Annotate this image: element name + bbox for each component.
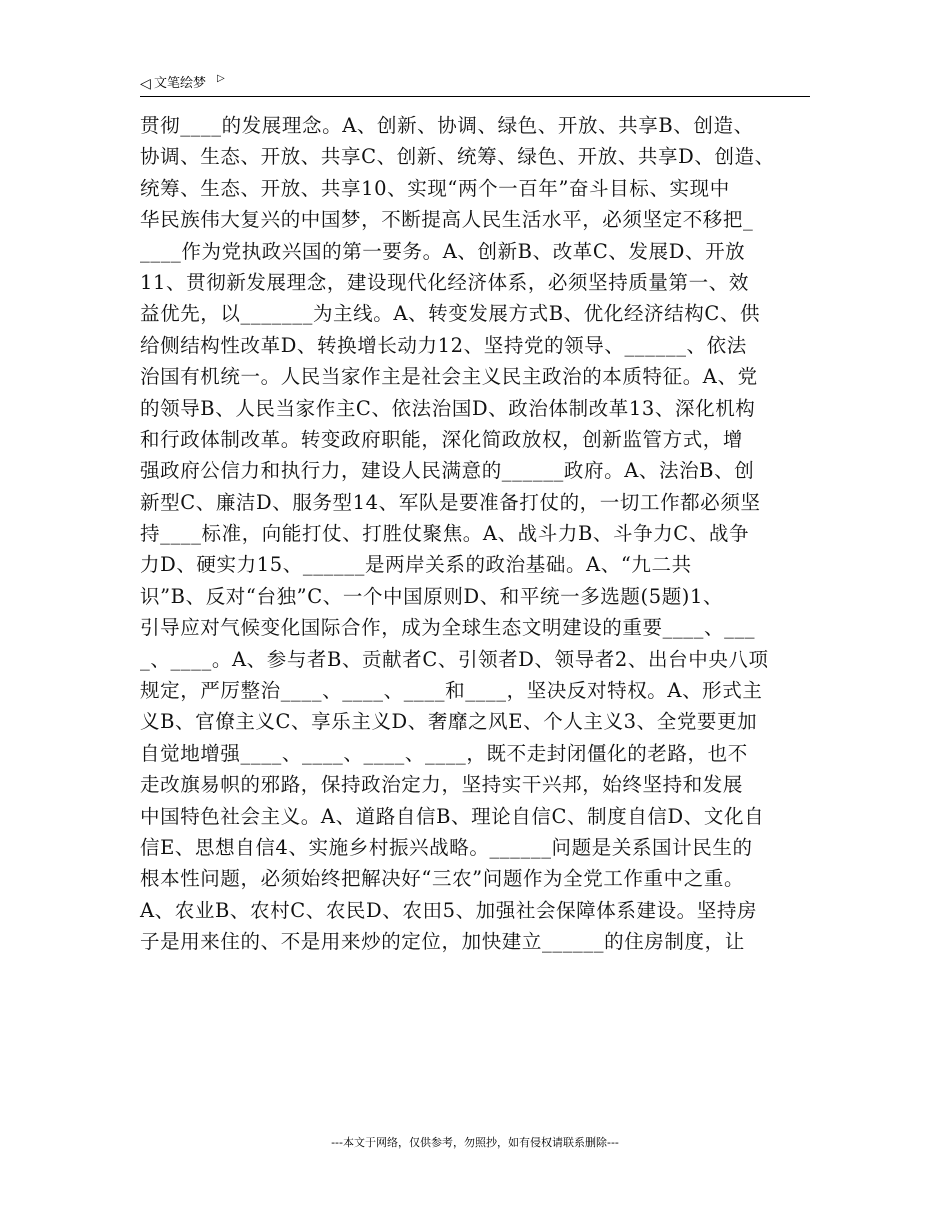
text-line: 识”B、反对“台独”C、一个中国原则D、和平统一多选题(5题)1、 [140, 584, 724, 608]
text-line: 规定，严厉整治____、____、____和____，坚决反对特权。A、形式主 [140, 679, 763, 703]
header-title: 文笔绘梦 [154, 76, 207, 91]
text-line: 贯彻____的发展理念。A、创新、协调、绿色、开放、共享B、创造、 [140, 114, 754, 137]
text-line: 治国有机统一。人民当家作主是社会主义民主政治的本质特征。A、党 [140, 365, 758, 389]
text-line: 子是用来住的、不是用来炒的定位，加快建立______的住房制度，让 [140, 930, 745, 954]
text-line: 根本性问题，必须始终把解决好“三农”问题作为全党工作重中之重。 [140, 867, 745, 891]
text-line: 给侧结构性改革D、转换增长动力12、坚持党的领导、______、依法 [140, 333, 747, 357]
text-line: ____作为党执政兴国的第一要务。A、创新B、改革C、发展D、开放 [140, 239, 746, 263]
text-line: 义B、官僚主义C、享乐主义D、奢靡之风E、个人主义3、全党要更加 [140, 710, 758, 734]
text-line: 自觉地增强____、____、____、____，既不走封闭僵化的老路，也不 [140, 741, 748, 765]
text-line: _、____。A、参与者B、贡献者C、引领者D、领导者2、出台中央八项 [140, 647, 769, 671]
text-line: 11、贯彻新发展理念，建设现代化经济体系，必须坚持质量第一、效 [140, 270, 749, 294]
text-line: 华民族伟大复兴的中国梦，不断提高人民生活水平，必须坚定不移把_ [140, 208, 754, 232]
text-line: 的领导B、人民当家作主C、依法治国D、政治体制改革13、深化机构 [140, 396, 756, 420]
text-line: 信E、思想自信4、实施乡村振兴战略。______问题是关系国计民生的 [140, 835, 753, 859]
text-line: 和行政体制改革。转变政府职能，深化简政放权，创新监管方式，增 [140, 427, 744, 451]
text-line: 中国特色社会主义。A、道路自信B、理论自信C、制度自信D、文化自 [140, 804, 765, 828]
text-line: 力D、硬实力15、______是两岸关系的政治基础。A、“九二共 [140, 553, 692, 577]
page-header [140, 72, 810, 97]
text-line: 新型C、廉洁D、服务型14、军队是要准备打仗的，一切工作都必须坚 [140, 490, 761, 514]
text-line: 益优先，以_______为主线。A、转变发展方式B、优化经济结构C、供 [140, 302, 761, 326]
text-line: 走改旗易帜的邪路，保持政治定力，坚持实干兴邦，始终坚持和发展 [140, 773, 744, 797]
document-body [140, 110, 820, 958]
text-line: 统筹、生态、开放、共享10、实现“两个一百年”奋斗目标、实现中 [140, 176, 730, 200]
text-line: A、农业B、农村C、农民D、农田5、加强社会保障体系建设。坚持房 [140, 898, 758, 922]
text-line: 协调、生态、开放、共享C、创新、统筹、绿色、开放、共享D、创造、 [140, 145, 775, 169]
page-footer: ---本文于网络，仅供参考，勿照抄，如有侵权请联系删除--- [331, 1136, 619, 1149]
left-triangle-icon: ◁ [140, 76, 151, 92]
right-triangle-icon: ▷ [217, 73, 225, 84]
text-line: 引导应对气候变化国际合作，成为全球生态文明建设的重要____、___ [140, 616, 756, 640]
text-line: 持____标准，向能打仗、打胜仗聚焦。A、战斗力B、斗争力C、战争 [140, 522, 750, 546]
text-line: 强政府公信力和执行力，建设人民满意的______政府。A、法治B、创 [140, 459, 755, 483]
